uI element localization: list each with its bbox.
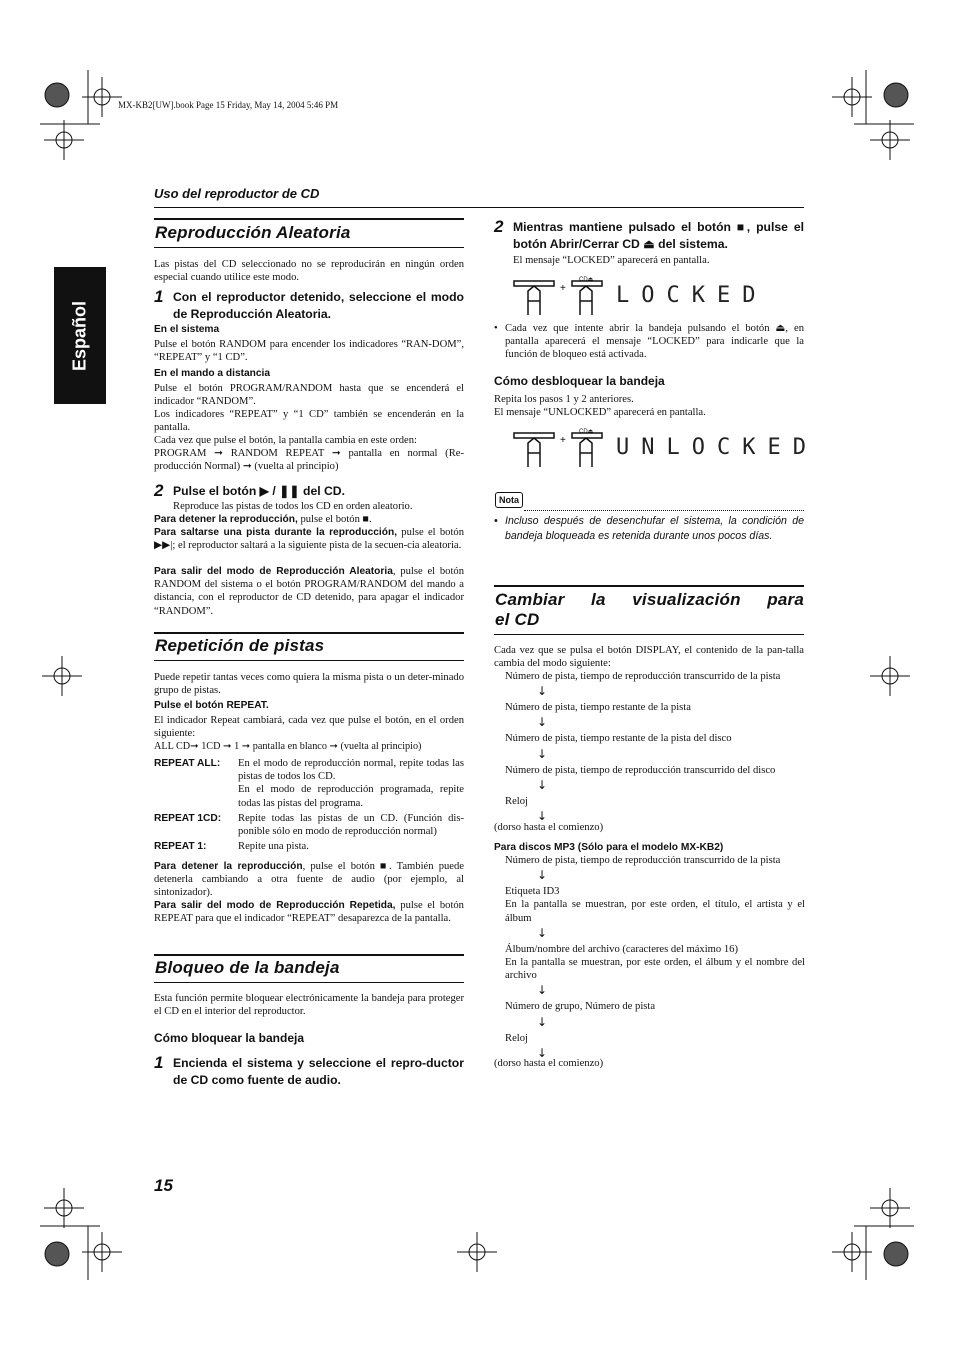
rule-random: [154, 218, 464, 220]
header-rule: [154, 207, 804, 208]
en-mando-text3: Cada vez que pulse el botón, la pantalla cambia en este orden:: [154, 435, 417, 446]
en-mando-text1: Pulse el botón PROGRAM/RANDOM hasta que se encenderá el indicador “RANDOM”.: [154, 383, 464, 408]
unlock-text2: El mensaje “UNLOCKED” aparecerá en pantalla.: [494, 407, 706, 418]
arrow-down-icon: ↓: [537, 1045, 548, 1060]
repeat-pulse: Pulse el botón REPEAT.: [154, 700, 269, 711]
mp3-heading: Para discos MP3 (Sólo para el modelo MX-KB2): [494, 842, 724, 853]
list-item: Número de grupo, Número de pista: [505, 1001, 656, 1013]
list-item: Número de pista, tiempo de reproducción transcurrido del disco: [505, 764, 776, 776]
arrow-down-icon: ↓: [537, 983, 548, 998]
rule-lock-bottom: [154, 982, 464, 983]
list-item: Reloj: [505, 795, 528, 807]
lock-step2: Mientras mantiene pulsado el botón ■, pulse el botón Abrir/Cerrar CD ⏏ del sistema.: [513, 220, 804, 251]
note-text: • Incluso después de desenchufar el sistema, la condición de bandeja bloqueada es retenida durante unos pocos días.: [494, 515, 804, 542]
unlock-text1: Repita los pasos 1 y 2 anteriores.: [494, 394, 634, 405]
sub-en-mando: En el mando a distancia: [154, 368, 271, 379]
section-header: Uso del reproductor de CD: [154, 186, 320, 201]
en-sistema-text: Pulse el botón RANDOM para encender los indicadores “RAN-DOM”, “REPEAT” y “1 CD”.: [154, 339, 464, 364]
arrow-down-icon: ↓: [537, 746, 548, 761]
svg-text:+: +: [560, 435, 566, 446]
how-unlock-heading: Cómo desbloquear la bandeja: [494, 374, 665, 388]
random-step1: Con el reproductor detenido, seleccione el modo de Reproducción Aleatoria.: [173, 290, 464, 321]
mp3-sequence: [505, 854, 805, 1063]
heading-random: Reproducción Aleatoria: [155, 223, 351, 242]
repeat-text1: El indicador Repeat cambiará, cada vez que pulse el botón, en el orden siguiente:: [154, 715, 464, 740]
sub-en-sistema: En el sistema: [154, 324, 220, 335]
heading-lock: Bloqueo de la bandeja: [155, 958, 340, 977]
bullet-dot: •: [494, 515, 498, 527]
list-item: En la pantalla se muestran, por este orden, el título, el artista y el álbum: [505, 899, 805, 924]
rule-random-bottom: [154, 247, 464, 248]
arrow-down-icon: ↓: [537, 868, 548, 883]
lcd-cd-label: CD⏏: [579, 429, 594, 435]
note-badge: Nota: [495, 492, 523, 508]
repeat-detener: Para detener la reproducción, pulse el botón ■. También puede detenerla cambiando a otra fuente de audio (por ejemplo, al sintonizador).: [154, 861, 464, 899]
arrow-down-icon: ↓: [537, 777, 548, 792]
random-salir: Para salir del modo de Reproducción Aleatoria, pulse el botón RANDOM del sistema o el botón PROGRAM/RANDOM del mando a distancia, con el reproductor de CD detenido, para apagar el indicador “RANDOM”.: [154, 566, 465, 617]
svg-text:+: +: [560, 283, 566, 294]
repeat-order: ALL CD➞ 1CD ➞ 1 ➞ pantalla en blanco ➞ (vuelta al principio): [154, 741, 422, 752]
lock-bullet: • Cada vez que intente abrir la bandeja pulsando el botón ⏏, en pantalla aparecerá el mensaje “LOCKED” para indicarle que la función de bloqueo está activada.: [494, 323, 804, 361]
list-item: Número de pista, tiempo restante de la pista: [505, 702, 691, 714]
step-number: 1: [154, 287, 164, 306]
list-item: En la pantalla se muestran, por este orden, el álbum y el nombre del archivo: [505, 957, 805, 982]
repeat-modes: [154, 757, 464, 853]
step-number: 2: [154, 481, 164, 500]
display-sequence: [505, 670, 805, 826]
rule-repeat: [154, 632, 464, 634]
random-step2-note: Reproduce las pistas de todos los CD en orden aleatorio.: [173, 501, 413, 512]
heading-repeat: Repetición de pistas: [155, 636, 325, 655]
language-tab-label: Español: [69, 300, 90, 371]
en-mando-text4: PROGRAM ➞ RANDOM REPEAT ➞ pantalla en normal (Re-producción Normal) ➞ (vuelta al principio): [154, 448, 464, 473]
random-detener: Para detener la reproducción, pulse el botón ■.: [154, 514, 372, 525]
bullet-dot: •: [494, 323, 498, 334]
random-intro: Las pistas del CD seleccionado no se reproducirán en ningún orden especial cuando utilice este modo.: [154, 259, 464, 284]
arrow-down-icon: ↓: [537, 684, 548, 699]
repeat-mode-all: REPEAT ALL: En el modo de reproducción normal, repite todas las pistas de todos los CD. En el modo de reproducción programada, repite todas las pistas del programa.: [154, 758, 464, 809]
display-intro: Cada vez que se pulsa el botón DISPLAY, el contenido de la pan-talla cambia del modo siguiente:: [494, 645, 804, 670]
list-item: Número de pista, tiempo de reproducción transcurrido de la pista: [505, 671, 781, 682]
lcd-unlocked-display: [512, 429, 818, 469]
lcd-segment-icon: [512, 429, 612, 469]
file-header: MX-KB2[UW].book Page 15 Friday, May 14, 2004 5:46 PM: [118, 100, 339, 110]
arrow-down-icon: ↓: [537, 809, 548, 824]
rule-repeat-bottom: [154, 660, 464, 661]
lcd-unlocked-text: UNLOCKED: [616, 435, 818, 460]
list-item: Etiqueta ID3: [505, 886, 560, 898]
how-lock-heading: Cómo bloquear la bandeja: [154, 1031, 305, 1045]
note-divider: [524, 510, 804, 511]
lcd-cd-label: CD⏏: [579, 277, 594, 283]
lock-step1: Encienda el sistema y seleccione el repro-ductor de CD como fuente de audio.: [173, 1056, 464, 1087]
lcd-locked-text: LOCKED: [616, 283, 768, 308]
lcd-segment-icon: [512, 277, 612, 317]
page-number: 15: [154, 1176, 173, 1195]
repeat-mode-1: REPEAT 1: Repite una pista.: [154, 841, 309, 853]
rule-lock: [154, 954, 464, 956]
repeat-salir: Para salir del modo de Reproducción Repetida, pulse el botón REPEAT para que el indicador “REPEAT” desaparezca de la pantalla.: [154, 900, 464, 925]
display-back: (dorso hasta el comienzo): [494, 822, 604, 833]
repeat-intro: Puede repetir tantas veces como quiera la misma pista o un deter-minado grupo de pistas.: [154, 672, 464, 697]
lock-intro: Esta función permite bloquear electrónicamente la bandeja para proteger el CD en el interior del reproductor.: [154, 993, 464, 1018]
arrow-down-icon: ↓: [537, 925, 548, 940]
list-item: Número de pista, tiempo restante de la pista del disco: [505, 733, 732, 745]
list-item: Número de pista, tiempo de reproducción transcurrido de la pista: [505, 855, 781, 866]
language-tab: [54, 267, 106, 404]
en-mando-text2: Los indicadores “REPEAT” y “1 CD” también se encenderán en la pantalla.: [154, 409, 464, 434]
rule-display: [494, 585, 804, 587]
step-number: 1: [154, 1053, 164, 1072]
list-item: Reloj: [505, 1032, 528, 1044]
random-saltarse: Para saltarse una pista durante la reproducción, pulse el botón ▶▶|; el reproductor saltará a la siguiente pista de la secuen-cia aleatoria.: [154, 527, 464, 552]
repeat-mode-1cd: REPEAT 1CD: Repite todas las pistas de un CD. (Función dis-ponible sólo en modo de reproducción normal): [154, 812, 464, 838]
rule-display-bottom: [494, 634, 804, 635]
lcd-locked-display: [512, 277, 768, 317]
arrow-down-icon: ↓: [537, 715, 548, 730]
list-item: Álbum/nombre del archivo (caracteres del máximo 16): [505, 943, 738, 955]
step-number: 2: [494, 217, 504, 236]
lock-step2-note: El mensaje “LOCKED” aparecerá en pantalla.: [513, 255, 710, 266]
heading-display: Cambiar la visualización para el CD: [495, 590, 804, 629]
random-step2: Pulse el botón ▶ / ❚❚ del CD.: [173, 484, 345, 498]
arrow-down-icon: ↓: [537, 1014, 548, 1029]
mp3-back: (dorso hasta el comienzo): [494, 1058, 604, 1069]
